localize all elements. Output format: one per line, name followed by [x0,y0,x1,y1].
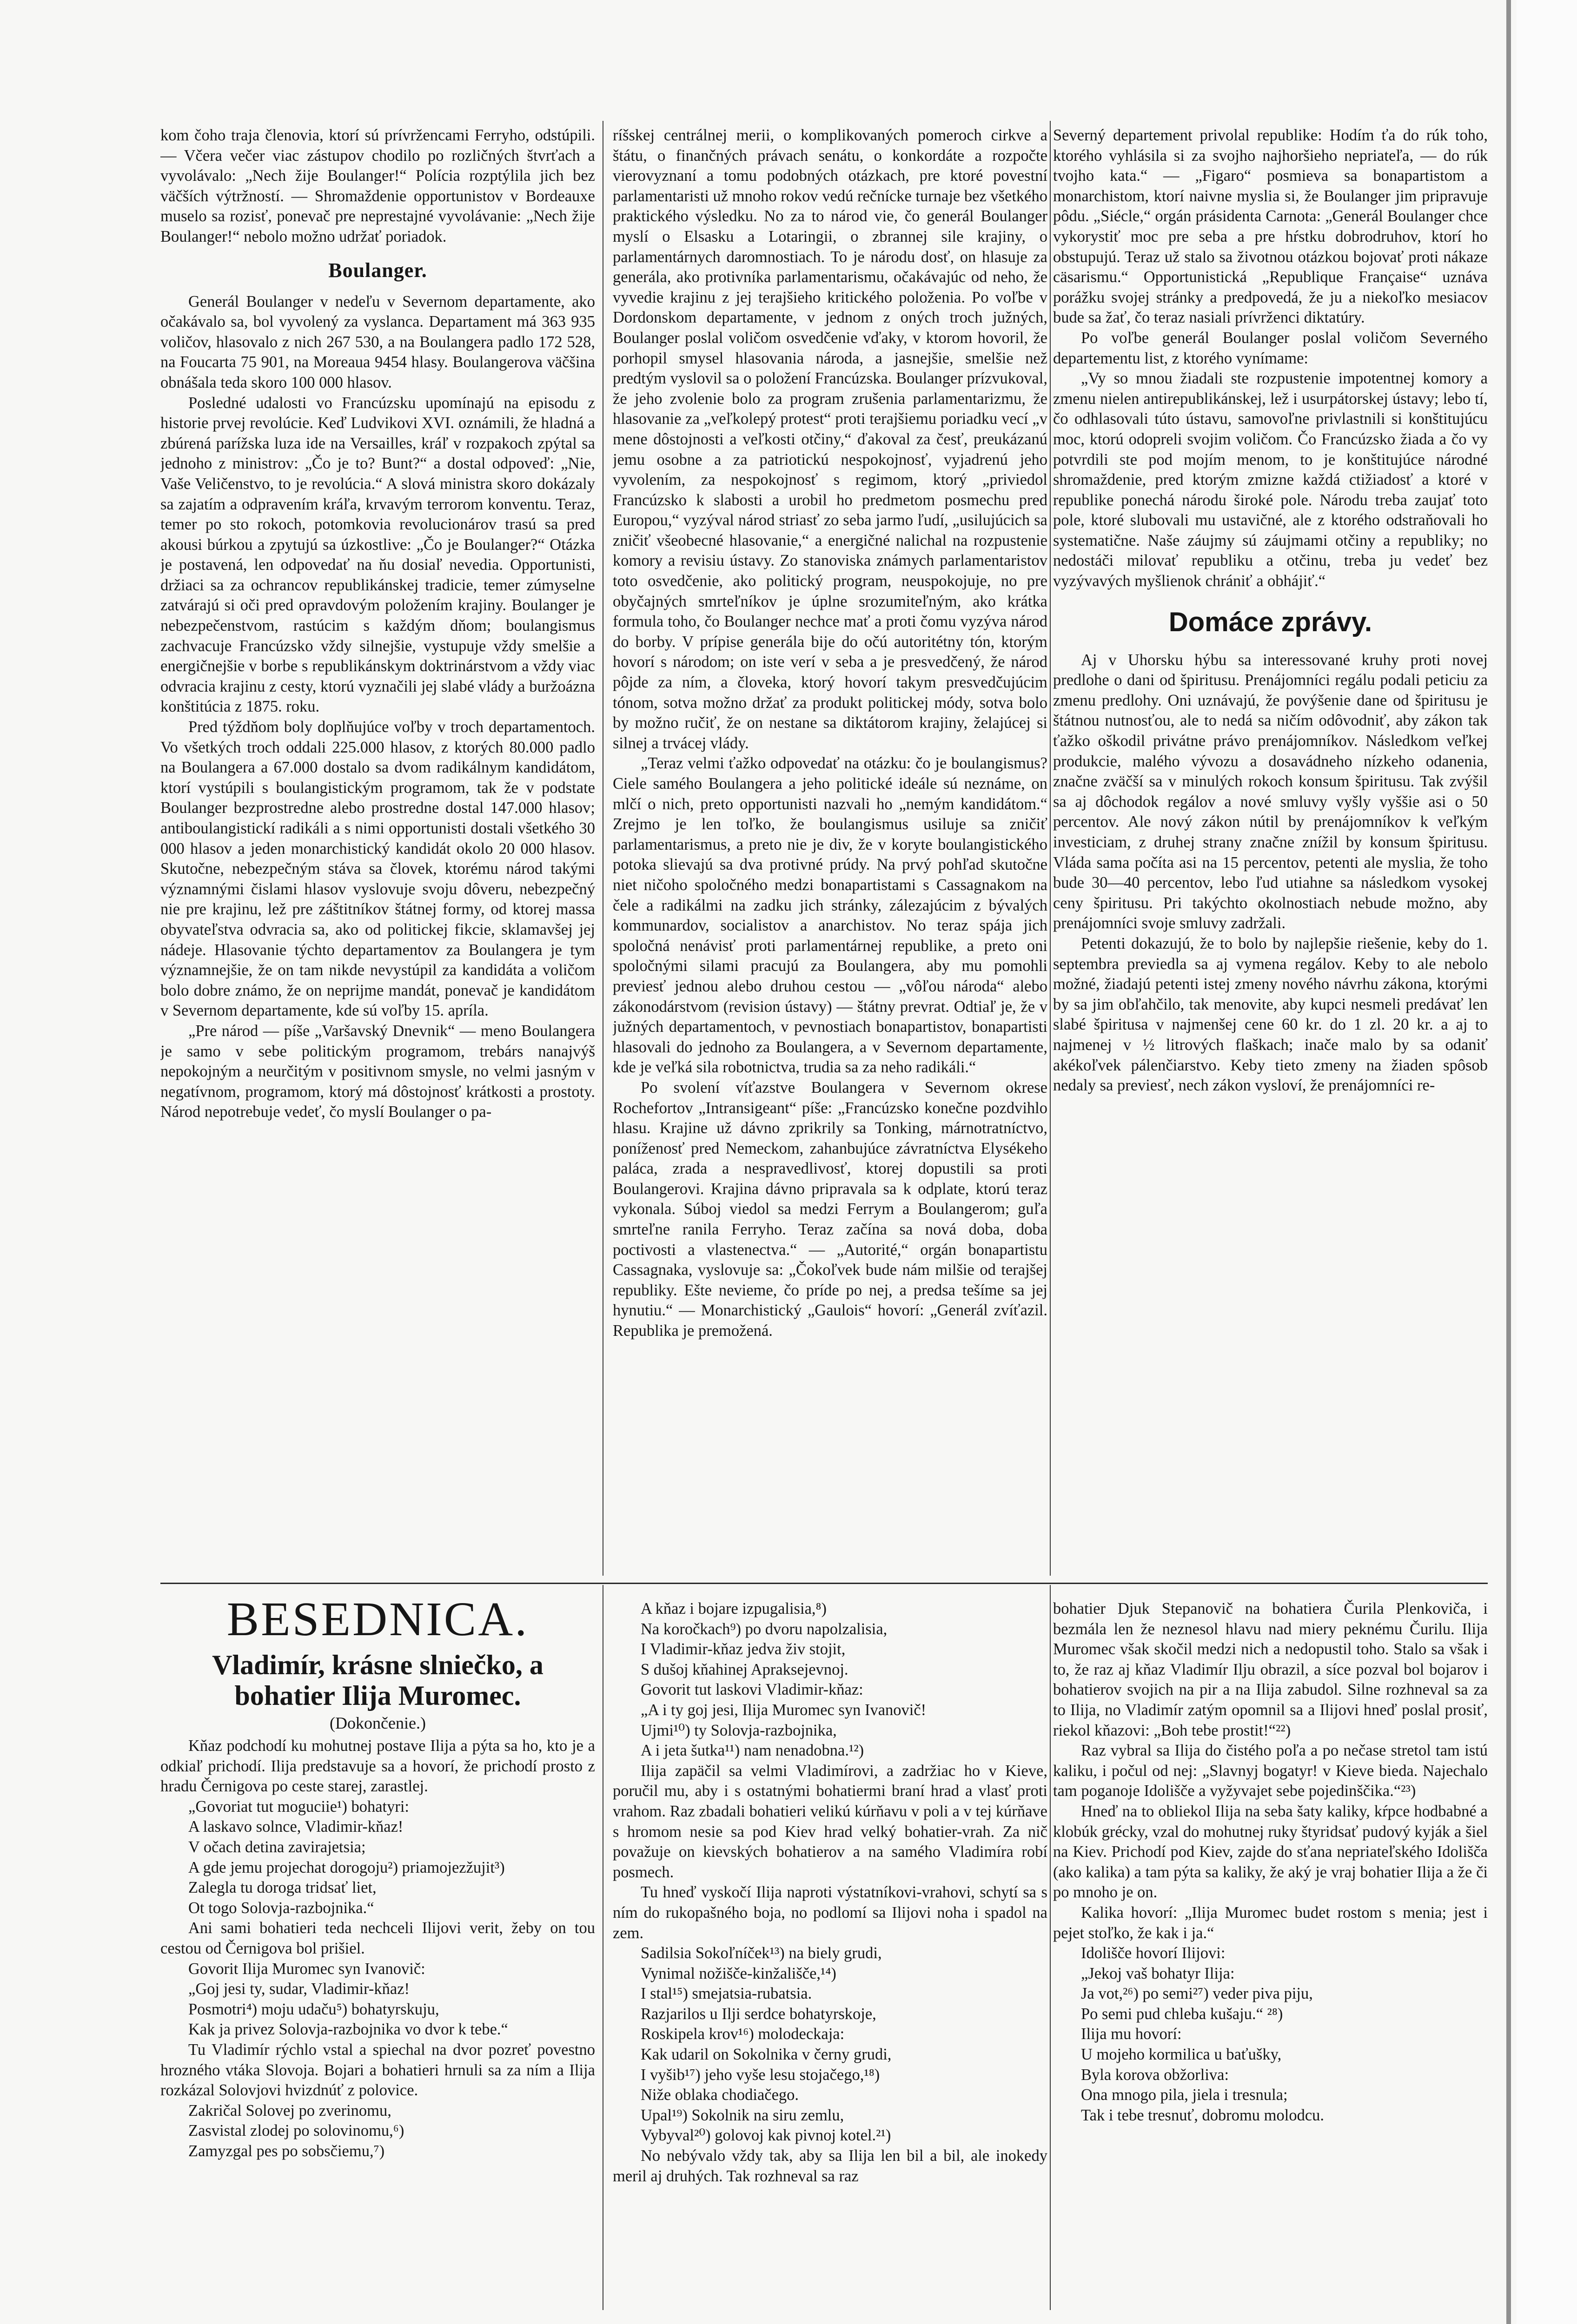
verse-line: U mojeho kormilica u baťušky, [1081,2046,1282,2064]
feuilleton-paragraph: Idolišče hovorí Ilijovi: [1081,1944,1226,1962]
verse-line: Razjarilos u Ilji serdce bohatyrskoje, [641,2005,876,2023]
verse-line: I vyšib¹⁷) jeho vyše lesu stojačego,¹⁸) [641,2066,880,2084]
page-edge-shadow [1506,0,1511,2324]
verse-line: A gde jemu projechat dorogoju²) priamojezžujit³) [188,1858,505,1876]
verse-line: Sadilsia Sokoľníček¹³) na biely grudi, [641,1944,882,1962]
feuilleton-paragraph: Ilija zapäčil sa velmi Vladimírovi, a zadržiac ho v Kieve, poručil mu, aby i s ostatnými bohatiermi braní hrad a vlasť proti vrahom. Raz zbadali bohatieri velikú kúrňavu v poli a v tej kúrňave s hromom nesie sa pod Kiev hrad velký bohatier-vrah. Za nič považuje on kievských bohatierov a na samého Vladimíra robí posmech. [613,1762,1047,1881]
verse-line: Zamyzgal pes po sobsčiemu,⁷) [188,2142,385,2160]
feuilleton-column-1 [160,1736,595,2308]
verse-block [160,1959,595,2040]
verse-line: Roskipela krov¹⁶) molodeckaja: [641,2025,845,2043]
verse-line: „Jekoj vaš bohatyr Ilija: [1081,1964,1235,1982]
article-paragraph: Severný departement privolal republike: Hodím ťa do rúk toho, ktorého vyhlásila si za svojho najhoršieho nepriateľa, — do rúk tvojho kata.“ — „Figaro“ posmieva sa bonapartistom a monarchistom, ktorí naivne myslia si, že Boulanger jim pripravuje pôdu. „Siécle,“ orgán prásidenta Carnota: „Generál Boulanger chce vykorystiť moc pre seba a pre hŕstku dobrodruhov, ktorí ho obstupujú. Teraz už stalo sa životnou otázkou bojovať proti nákaze cäsarismu.“ Opportunistická „Republique Française“ uznáva porážku svojej stránky a predpovedá, že ju a niekoľko mesiacov bude sa žať, čo teraz nasiali prívrženci diktatúry. [1053,126,1488,327]
verse-block [1053,1964,1488,2126]
feuilleton-continuation: (Dokončenie.) [330,1714,426,1732]
feuilleton-paragraph: Tu Vladimír rýchlo vstal a spiechal na dvor pozreť povestno hrozného vtáka Slovoja. Bojari a bohatieri hrnuli sa za ním a Ilija rozkázal Solovjovi hvizdnúť z polovice. [160,2040,595,2100]
article-paragraph: Po svolení víťazstve Boulangera v Severnom okrese Rochefortov „Intransigeant“ píše: „Francúzsko konečne pozdvihlo hlasu. Krajine už dávno zprikrily sa Tonking, márnotratníctvo, poníženosť pred Nemeckom, zahanbujúce závratníctva Elysékeho paláca, zrada a nespravedlivosť, ktorej dopustili sa proti Boulangerovi. Krajina dávno pripravala sa k odplate, ktorú teraz vykonala. Súboj viedol sa medzi Ferrym a Boulangerom; guľa smrteľne ranila Ferryho. Teraz začína sa nová doba, doba poctivosti a vlastenectva.“ — „Autorité,“ orgán bonapartistu Cassagnaka, vyslovuje sa: „Čokoľvek bude nám milšie od terajšej republiky. Ešte nevieme, čo príde po nej, a predsa tešíme sa jej hynutiu.“ — Monarchistický „Gaulois“ hovorí: „Generál zvíťazil. Republika je premožená. [613,1078,1047,1340]
verse-line: I Vladimir-kňaz jedva živ stojit, [641,1640,846,1658]
news-paragraph: Petenti dokazujú, že to bolo by najlepšie riešenie, keby do 1. septembra previedla sa aj vymena regálov. Keby to ale nebolo možné, žiadajú petenti istej zmeny nového návrhu zákona, ktorými by sa jim obľahčilo, tak menovite, aby kupci nesmeli predávať len slabé špiritusa v najmenšej cene 60 kr. do 1 zl. 20 kr. a aj to najmenej v ½ litrových flaškach; inače malo by sa odaniť akékoľvek pálenčiarstvo. Keby tieto zmeny na žiaden spôsob nedaly sa previesť, nech zákon vysloví, že prenájomníci re- [1053,934,1488,1095]
verse-block [613,1943,1047,2146]
verse-block [613,1599,1047,1761]
verse-line: V očach detina zavirajetsia; [188,1838,366,1856]
feuilleton-column-2 [613,1599,1047,2305]
verse-line: Po semi pud chleba kušaju.“ ²⁸) [1081,2005,1283,2023]
feuilleton-subtitle: Vladimír, krásne slniečko, a bohatier Ilija Muromec. [212,1650,543,1711]
verse-line: A laskavo solnce, Vladimir-kňaz! [188,1818,404,1836]
verse-line: Vynimal nožišče-kinžališče,¹⁴) [641,1964,836,1982]
verse-line: Na koročkach⁹) po dvoru napolzalisia, [641,1620,888,1638]
verse-block [160,2101,595,2162]
verse-line: „A i ty goj jesi, Ilija Muromec syn Ivanovič! [641,1701,927,1719]
column-3 [1053,125,1488,1599]
verse-line: Ilija mu hovorí: [1081,2025,1182,2043]
feuilleton-paragraph: Ani sami bohatieri teda nechceli Ilijovi verit, žeby on tou cestou od Černigova bol prišiel. [160,1919,595,1957]
article-paragraph: „Teraz velmi ťažko odpovedať na otázku: čo je boulangismus? Ciele samého Boulangera a jeho politické ideále sú neznáme, on mlčí o nich, preto opportunisti nazvali ho „nemým kandidátom.“ Zrejmo je len toľko, že boulangismus usiluje sa zničiť parlamentarismus, a preto nie je div, že v koryte boulangistického potoka slievajú sa dva protivné prúdy. Na prvý pohľad skutočne niet ničoho spoločného medzi bonapartistami s Cassagnakom na čele a radikálmi na zadku jich stránky, zálezajúcim z bývalých kommunardov, socialistov a anarchistov. No teraz spája jich spoločná nenávisť proti parlamentárnej republike, a preto oni spoločnými silami pracujú za Boulangera, aby mu pomohli previesť jednou alebo druhou cestou — „vôľou národa“ alebo zákonodárstvom (revision ústavy) — štátny prevrat. Odtiaľ je, že v južných departamentoch, v pevnostiach bonapartistov, bonapartisti hlasovali do jednoho za Boulangera, a v Severnom departamente, kde je veľká sila robotnictva, trudia sa za neho radikáli.“ [613,754,1047,1076]
article-paragraph: Generál Boulanger v nedeľu v Severnom departamente, ako očakávalo sa, bol vyvolený za vyslanca. Departament má 363 935 voličov, hlasovalo z nich 267 530, a na Boulangera padlo 172 528, na Foucarta 75 901, na Moreaua 9454 hlasy. Boulangerova väčšina obnášala teda skoro 100 000 hlasov. [160,292,595,391]
feuilleton-header [160,1592,595,1733]
section-heading-boulanger: Boulanger. [328,258,427,282]
article-paragraph: Po voľbe generál Boulanger poslal voličom Severného departementu list, z ktorého vynímame: [1053,329,1488,367]
section-heading-domace-zpravy: Domáce zprávy. [1168,607,1372,637]
feuilleton-title: BESEDNICA. [226,1592,529,1646]
verse-line: S dušoj kňahinej Apraksejevnoj. [641,1660,848,1678]
article-paragraph: Posledné udalosti vo Francúzsku upomínajú na episodu z historie prvej revolúcie. Keď Ludvikovi XVI. oznámili, že hladná a zbúrená parížska luza ide na Versailles, kráľ v rozpakoch zpýtal sa jednoho z ministrov: „Čo je to? Bunt?“ a dostal odpoveď: „Nie, Vaše Veličenstvo, to je revolúcia.“ A slová ministra skoro dokázaly sa zajatím a odpravením kráľa, krvavým terrorom konventu. Teraz, temer po sto rokoch, potomkovia revolucionárov trasú sa pred akousi búrkou a zpytujú sa úzkostlive: „Čo je Boulanger?“ Otázka je postavená, len odpovedať na ňu dosiaľ nevedia. Opportunisti, držiaci sa za ochrancov republikánskej tradicie, temer zúmyselne zatvárajú si oči pred opravdovým položením krajiny. Boulanger je nebezpečenstvom, rastúcim s každým dňom; boulangismus zachvacuje Francúzsko vždy silnejšie, vystupuje vždy smelšie a energičnejšie v borbe s republikánskym doktrinárstvom a vždy viac odvracia krajinu z cesty, ktorú vyznačili jej slabé vlády a buržoázna konštitúcia z 1875. roku. [160,394,595,716]
verse-line: Upal¹⁹) Sokolnik na siru zemlu, [641,2106,844,2124]
verse-line: Kak ja privez Solovja-razbojnika vo dvor k tebe.“ [188,2020,508,2039]
verse-line: Zakričal Solovej po zverinomu, [188,2101,391,2119]
feuilleton-paragraph: Kňaz podchodí ku mohutnej postave Ilija a pýta sa ho, kto je a odkiaľ prichodí. Ilija predstavuje sa a hovorí, že prichodí prosto z hradu Černigova po ceste starej, zarastlej. [160,1737,595,1796]
verse-line: I stal¹⁵) smejatsia-rubatsia. [641,1985,812,2003]
verse-line: Ujmi¹⁰) ty Solovja-razbojnika, [641,1721,837,1739]
column-rule-2 [1050,121,1051,1576]
verse-line: A kňaz i bojare izpugalisia,⁸) [641,1600,827,1618]
verse-line: Byla korova obžorlivа: [1081,2066,1229,2084]
verse-line: Zalegla tu doroga tridsať liet, [188,1879,377,1897]
lead-paragraph: kom čoho traja členovia, ktorí sú prívržencami Ferryho, odstúpili. — Včera večer viac zástupov chodilo po rozličných štvrťach a vyvolávalo: „Nech žije Boulanger!“ Polícia rozptýlila jich bez väčších výtržností. — Shromaždenie opportunistov v Bordeauxe muselo sa rozisť, ponevač pre neprestajné vyvolávanie: „Nech žije Boulanger!“ nebolo možno udržať poriadok. [160,126,595,245]
verse-line: Vybyval²⁰) golovoj kak pivnoj kotel.²¹) [641,2126,891,2145]
verse-block [160,1797,595,1919]
feuilleton-paragraph: Raz vybral sa Ilija do čistého poľa a po nečase stretol tam istú kaliku, i počul od nej: „Slavnyj bogatyr! v Kieve bieda. Najechalo tam poganoje Idolišče a vyžyvajet sebe pojedinščika.“²³) [1053,1742,1488,1800]
feuilleton-paragraph: Kalika hovorí: „Ilija Muromec budet rostom s menia; jest i pejet stoľko, že kak i ja.“ [1053,1903,1488,1942]
column-2 [613,125,1047,1599]
news-paragraph: Aj v Uhorsku hýbu sa interessované kruhy proti novej predlohe o dani od špiritusu. Prenájomníci regálu podali peticiu za zmenu predlohy. Oni uznávajú, že povýšenie dane od špiritusu je štátnou nutnosťou, ale to nedá sa ničím odôvodniť, aby zákon tak ťažko oškodil privátne právo prenájomníkov. Následkom veľkej produkcie, malého vývozu a dosavádneho nízkeho odanenia, značne zväčší sa v minulých rokoch konsum špiritusu. Tak zvýšil sa aj dôchodok regálov a nové smluvy vyšly vyššie asi o 50 percentov. Ale nový zákon nútil by prenájomníkov k veľkým investiciam, z druhej strany značne znížil by konsum špiritusu. Vláda sama počíta asi na 15 percentov, petenti ale myslia, že toho bude 30—40 percentov, lebo ľud utiahne sa následkom vysokej ceny špiritusu. Pri takýchto okolnostiach nebude možno, aby prenájomníci svoje smluvy zadržali. [1053,651,1488,932]
verse-line: Posmotri⁴) moju udaču⁵) bohatyrskuju, [188,2000,439,2018]
verse-line: Kak udaril on Sokolnika v černy grudi, [641,2046,892,2064]
feuilleton-paragraph: No nebývalo vždy tak, aby sa Ilija len bil a bil, ale inokedy meril aj druhých. Tak rozhneval sa raz [613,2147,1047,2185]
article-paragraph: „Vy so mnou žiadali ste rozpustenie impotentnej komory a zmenu nielen antirepublikánskej, lež i usurpátorskej ústavy; lebo tí, čo odhlasovali túto ústavu, samovoľne privlastnili si konštitujúcu moc, ktorú odopreli svojim voličom. Čo Francúzsko žiada a čo vy potvrdili ste pod mojím menom, to je konštitujúce národné shromaždenie, pred ktorým zmizne každá ctižiadosť a ktoré v republike ponechá národu široké pole. Národu treba zaujať toto pole, ktoré slubovali mu ustavičné, ale z ktorého odstraňovali ho systematične. Naše záujmy sú záujmami otčiny a republiky; no nedostáči milovať republiku a otčinu, treba ju vedeť bez vyzývavých myšlienok chrániť a obhájiť.“ [1053,370,1488,590]
verse-line: Govorit tut laskovi Vladimir-kňaz: [641,1681,863,1699]
feuilleton-paragraph: bohatier Djuk Stepanovič na bohatiera Čurila Plenkoviča, i bezmála len že neznesol hlavu nad mierу peknému Čurilu. Ilija Muromec však skočil medzi nich a nedopustil toho. Stalo sa však i to, že raz aj kňaz Vladimír Ilju obrazil, a síce pozval bol bojarov i bohatierov svojich na pir a na Ilija zabudol. Silne rozhneval sa za to Ilija, no Vladimír zatým opomnil sa a Ilijovi hneď poslal prosiť, riekol kňazovi: „Boh tebe prostit!“²²) [1053,1600,1488,1739]
verse-line: Ot togo Solovja-razbojnika.“ [188,1899,374,1917]
verse-line: „Govoriat tut moguciie¹) bohatyri: [188,1797,410,1816]
verse-line: Govorit Ilija Muromec syn Ivanovič: [188,1960,425,1978]
article-paragraph: ríšskej centrálnej merii, o komplikovaných pomeroch cirkve a štátu, o finančných právach senátu, o konkordáte a rozpočte vierovyznaní a tomu podobných otázkach, pre ktoré povestní parlamentaristi už mnoho rokov vedú rečnícke turnaje bez všetkého praktického výsledku. No za to národ vie, čo generál Boulanger myslí o Elsasku a Lotaringii, o zbrannej sile krajiny, o parlamentárnych daromnostiach. To je národu dosť, on hlasuje za generála, ako protivníka parlamentarismu, očakávajúc od neho, že vyvedie krajinu z jej terajšieho kritického položenia. Po voľbe v Dordonskom departamente, v jednom z oných troch južných, Boulanger poslal voličom osvedčenie vďaky, v ktorom hovoril, že porhopil smysel hlasovania národa, a jasnejšie, smelšie než predtým vyslovil sa o položení Francúzska. Boulanger prízvukoval, že jeho zvolenie bolo za program zrušenia parlamentarizmu, že hlasovanie za „veľkolepý protest“ proti terajšiemu poriadku vecí „v mene dôstojnosti a veľkosti otčiny,“ ďakoval za česť, preukázanú jemu osobne a za patriotickú nespokojnosť, vyjadrenú jeho vyvolením, za nespokojnosť s regimom, ktorý „priviedol Francúzsko k slabosti a urobil ho predmetom posmechu pred Europou,“ vyzýval národ striasť zo seba jarmo ľudí, „usilujúcich sa zničiť všeobecné hlasovanie,“ a energičné nalichal na rozpustenie komory a revisiu ústavy. Zo stanoviska známych parlamentaristov toto osvedčenie, ako politický program, neuspokojuje, no pre obyčajných smrteľníkov je úplne srozumiteľným, ako krátka formula toho, čo Boulanger nechce mať a proti čomu vyzýva národ do borby. V prípise generála bije do očú autoritétny tón, ktorým hovorí s národom; on iste verí v seba a je presvedčený, že národ pôjde za ním, a človeka, ktorý hovorí takym presvedčujúcim tónom, sotva možno držať za produkt politickej módy, sotva bolo by možno ručiť, že on nestane sa diktátorom krajiny, želajúcej si silnej a trvácej vlády. [613,126,1047,752]
article-paragraph: Pred týždňom boly doplňujúce voľby v troch departamentoch. Vo všetkých troch oddali 225.000 hlasov, z ktorých 80.000 padlo na Boulangera a 67.000 dostalo sa dvom radikálnym kandidátom, ktorí vystúpili s boulangistickým programom, tak že v podstate Boulanger bezprostredne alebo prostredne dostal 147.000 hlasov; antiboulangistickí radikáli a s nimi opportunisti dostali všetkého 30 000 hlasov a jeden monarchistický kandidát okolo 20 000 hlasov. Skutočne, nebezpečným stáva sa človek, ktorému národ takými významnými čislami hlasov vyslovuje svoju dôveru, nebezpečný nie pre krajinu, lež pre záštitníkov štátnej formy, od ktorej massa obyvateľstva odvracia sa, ako od politickej fikcie, sklamavšej jej nádeje. Hlasovanie týchto departamentov za Boulangera je tym významnejšie, že on tam nikde nevystúpil za kandidáta a voličom bolo dobre známo, že on neprijme mandát, ponevač je kandidátom v Severnom departamente, kde sú voľby 15. apríla. [160,718,595,1020]
verse-line: Ja vot,²⁶) po semi²⁷) veder piva piju, [1081,1985,1313,2003]
feuilleton-paragraph: Tu hneď vyskočí Ilija naproti výstatníkovi-vrahovi, schytí sa s ním do rukopašného boja, no podlomí sa Ilijovi noha i spadol na zem. [613,1883,1047,1942]
feuilleton-column-3 [1053,1599,1488,2305]
verse-line: Niže oblaka chodiačego. [641,2086,799,2104]
verse-line: „Goj jesi ty, sudar, Vladimir-kňaz! [188,1980,410,1998]
page-margin [1517,0,1577,2324]
feuilleton-paragraph: Hneď na to obliekol Ilija na seba šaty kaliky, kŕpce hodbabné a klobúk grécky, vzal do mohutnej ruky štyridsať pudový kyják a šiel na Kiev. Prichodí pod Kiev, zajde do sťana nepriateľského Idolišča (ako kalika) a tam pýta sa kaliky, že aký je vraj bohatier Ilija a že či po mnoho je on. [1053,1802,1488,1901]
verse-line: Tak i tebe tresnuť, dobromu molodcu. [1081,2106,1325,2124]
article-paragraph: „Pre národ — píše „Varšavský Dnevnik“ — meno Boulangera je samo v sebe politickým programom, trebárs nanajvýš nepokojným a neurčitým v positivnom smysle, no velmi jasným v negatívnom, programom, ktorý má dôstojnosť krátkosti a prostoty. Národ nepotrebuje vedeť, čo myslí Boulanger o pa- [160,1022,595,1121]
verse-line: A i jeta šutka¹¹) nam nenadobna.¹²) [641,1742,864,1760]
verse-line: Zasvistal zlodej po solovinomu,⁶) [188,2122,404,2140]
verse-line: Ona mnogo pila, jiela i tresnula; [1081,2086,1288,2104]
column-rule-4 [1050,1585,1051,2310]
column-1 [160,125,595,1599]
